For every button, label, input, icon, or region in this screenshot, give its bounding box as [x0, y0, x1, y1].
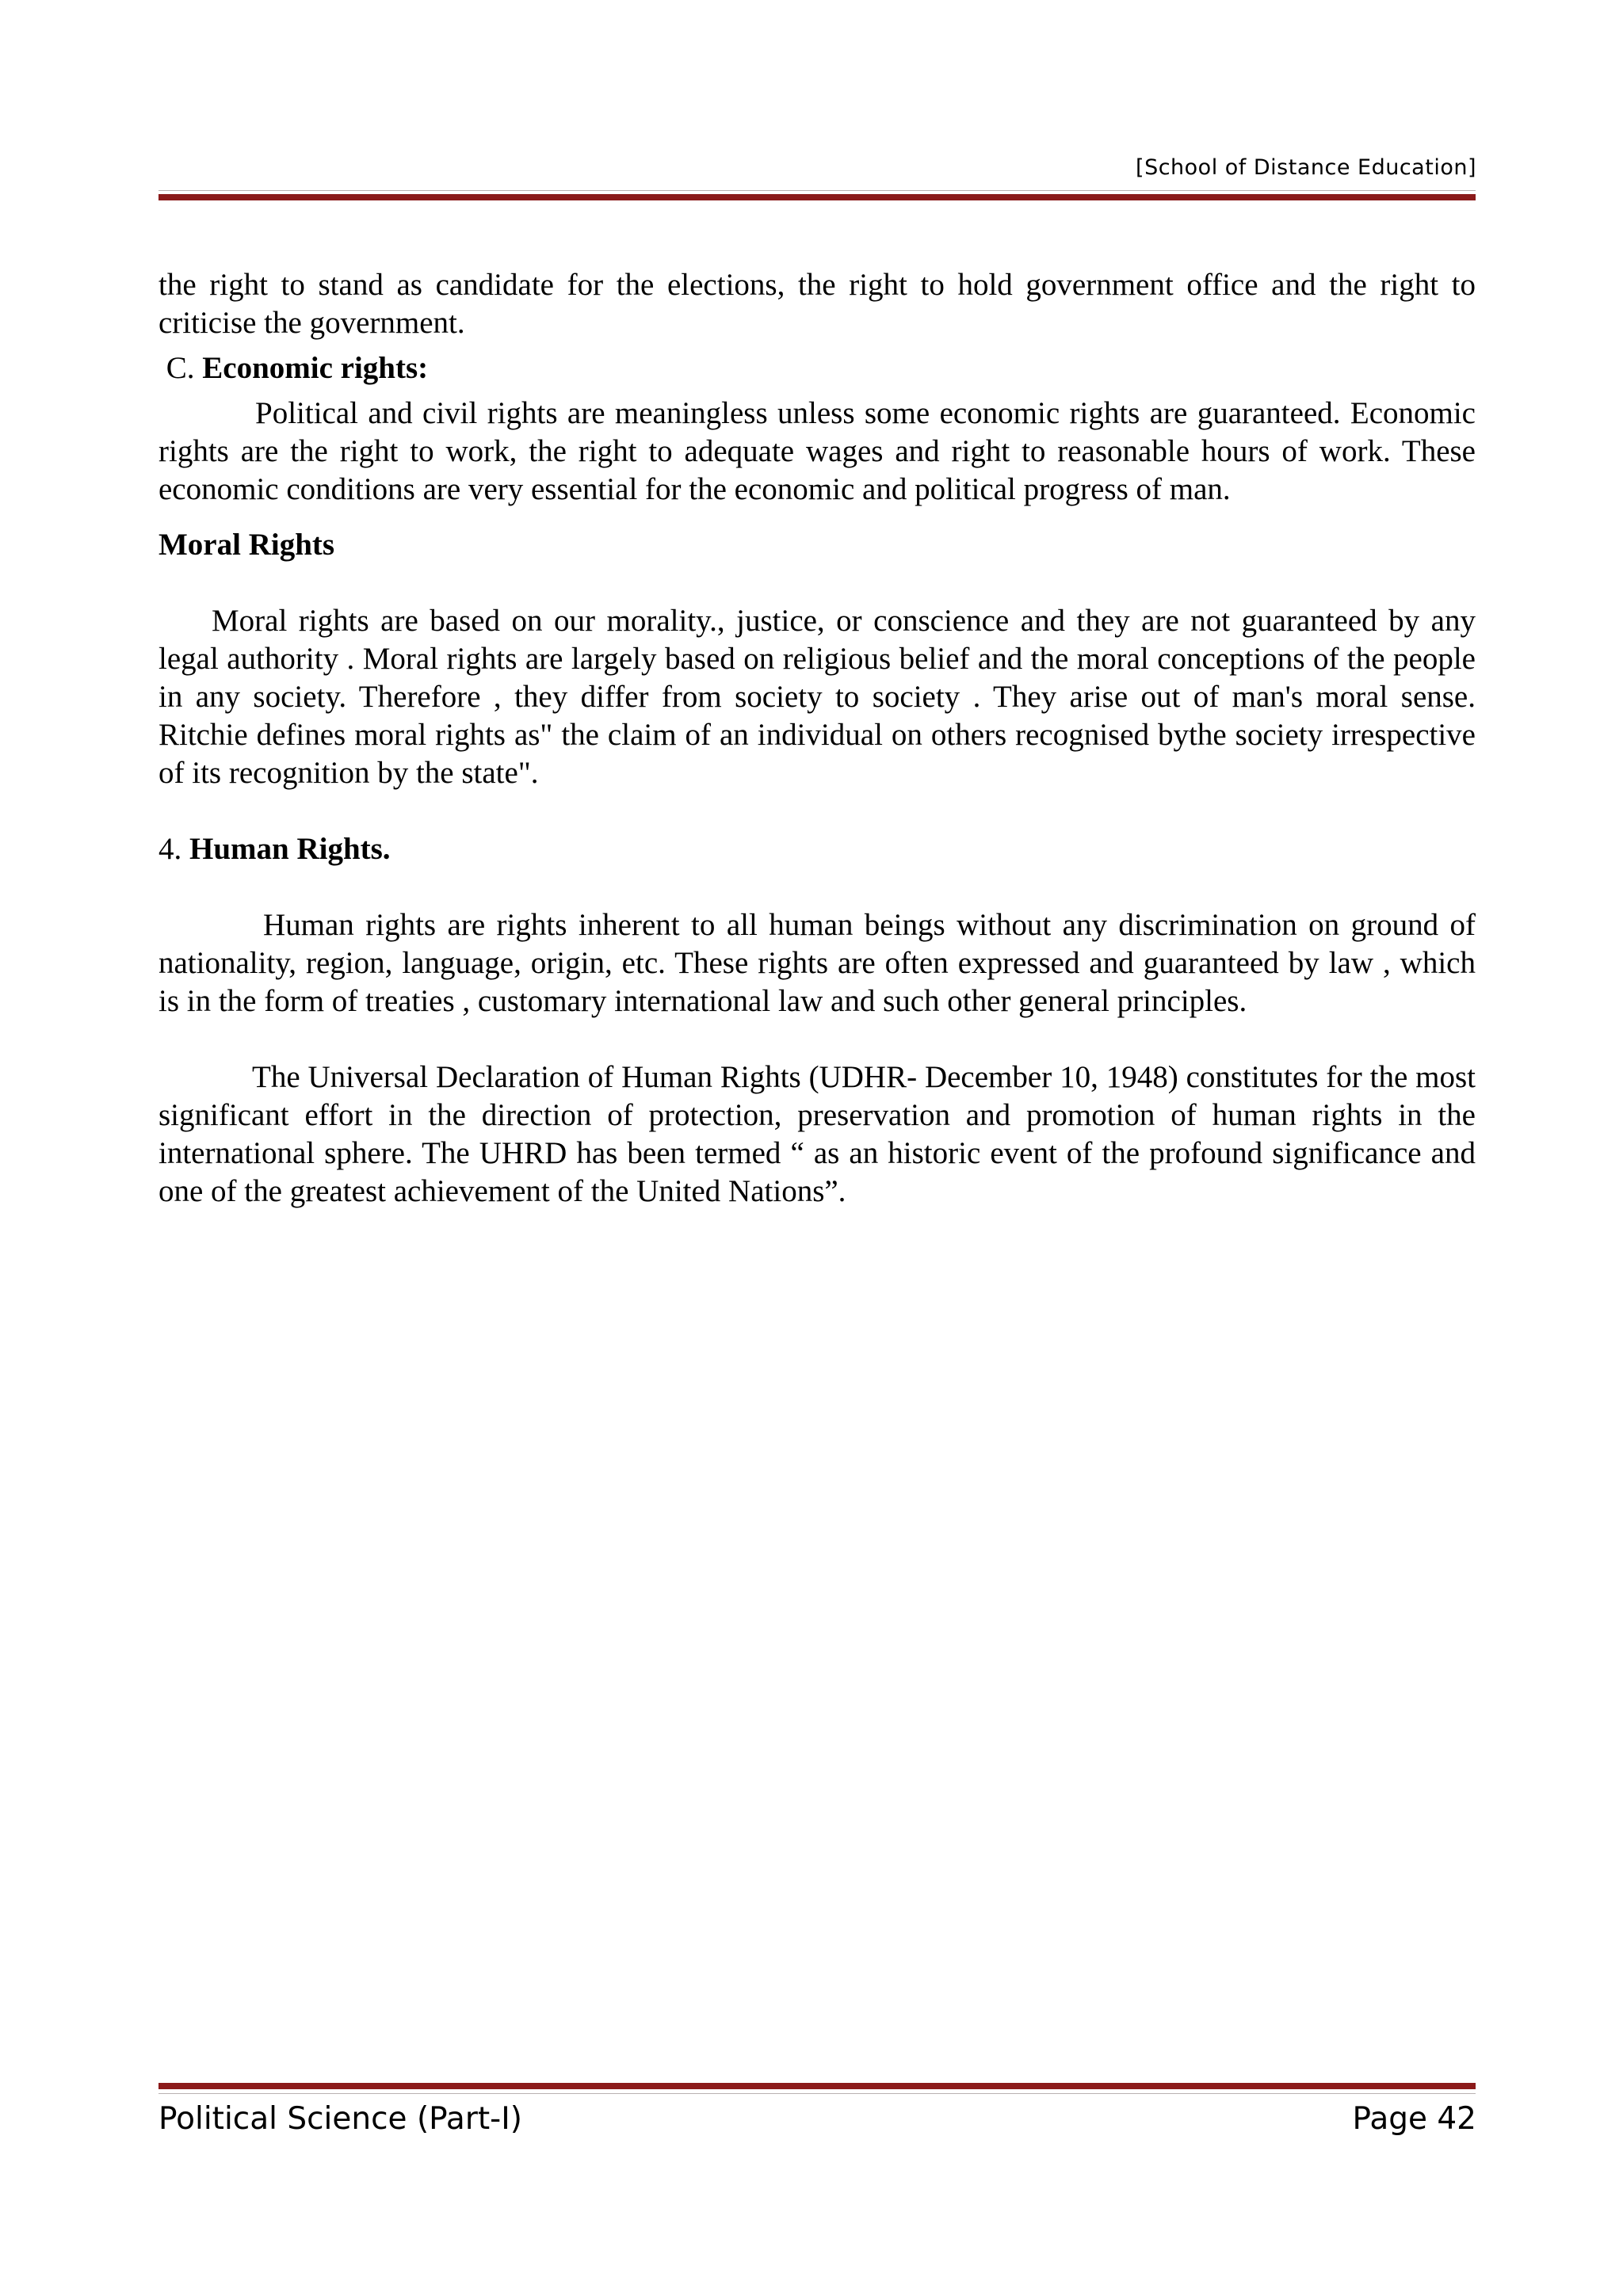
header-rule [158, 190, 1476, 200]
header-rule-thick [158, 194, 1476, 200]
paragraph-moral-rights: Moral rights are based on our morality., justice, or conscience and they are not guaranteed by any legal authority . Moral rights are largely based on religious belief and the moral conceptions of the people in any society. Therefore , they differ from society to society . They arise out of man's moral sense. Ritchie defines moral rights as" the claim of an individual on others recognised bythe society irrespective of its recognition by the state". [158, 604, 1476, 790]
header-title: [School of Distance Education] [1136, 155, 1476, 180]
economic-heading-text: Economic rights: [202, 351, 429, 385]
page-content [158, 266, 1476, 1211]
paragraph-voting-rights: the right to stand as candidate for the elections, the right to hold government office and the right to criticise the government. [158, 268, 1476, 340]
heading-moral-rights: Moral Rights [158, 528, 335, 562]
footer-rule-thin [158, 2093, 1476, 2094]
paragraph-economic-rights: Political and civil rights are meaningless unless some economic rights are guaranteed. Economic rights are the right to work, the right to adequate wages and right to reasonable hours of work. These economic conditions are very essential for the economic and political progress of man. [158, 396, 1476, 506]
heading-economic-rights [158, 349, 1476, 387]
footer-rule-thick [158, 2083, 1476, 2089]
paragraph-human-rights: Human rights are rights inherent to all human beings without any discrimination on ground of nationality, region, language, origin, etc. These rights are often expressed and guaranteed by law , which is in the form of treaties , customary international law and such other general principles. [158, 908, 1476, 1018]
footer-rule [158, 2083, 1476, 2094]
human-heading-text: Human Rights. [189, 832, 391, 866]
footer-course-title: Political Science (Part-I) [158, 2101, 522, 2137]
heading-human-rights [158, 830, 1476, 868]
paragraph-udhr: The Universal Declaration of Human Rights (UDHR- December 10, 1948) constitutes for the most significant effort in the direction of protection, preservation and promotion of human rights in the international sphere. The UHRD has been termed “ as an historic event of the profound significance and one of the greatest achievement of the United Nations”. [158, 1060, 1476, 1208]
economic-heading-prefix: C. [166, 351, 195, 385]
footer-page-number: Page 42 [1352, 2101, 1476, 2137]
human-heading-prefix: 4. [158, 832, 182, 866]
header-rule-thin [158, 190, 1476, 191]
